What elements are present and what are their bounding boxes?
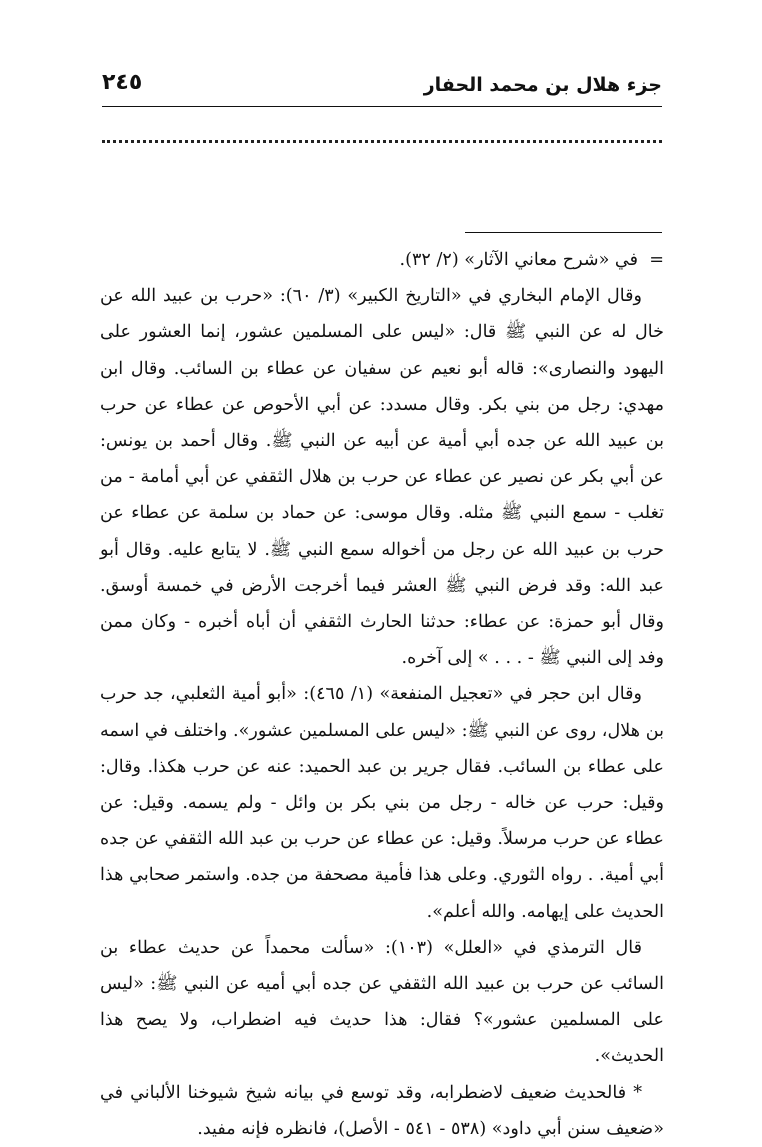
header-title: جزء هلال بن محمد الحفار xyxy=(423,74,662,96)
running-header xyxy=(102,68,662,104)
continuation-mark: = xyxy=(649,250,664,270)
footnote-text xyxy=(100,242,664,1147)
footnote-rule xyxy=(465,232,662,233)
page-number: ٢٤٥ xyxy=(102,70,143,95)
header-rule xyxy=(102,106,662,107)
dotted-separator xyxy=(102,140,662,143)
footnote-paragraph-text: في «شرح معاني الآثار» (٢/ ٣٢). xyxy=(399,250,638,270)
footnote-paragraph: قال الترمذي في «العلل» (١٠٣): «سألت محمداً عن حديث عطاء بن السائب عن حرب بن عبيد الله الثقفي عن جده أبي أميه عن النبي ﷺ: «ليس على المسلمين عشور»؟ فقال: هذا حديث فيه اضطراب، ولا يصح هذا الحديث». xyxy=(100,937,664,1067)
footnote-paragraph: وقال ابن حجر في «تعجيل المنفعة» (١/ ٤٦٥): «أبو أمية الثعلبي، جد حرب بن هلال، روى عن النبي ﷺ: «ليس على المسلمين عشور». واختلف في اسمه على عطاء بن السائب. فقال جرير بن عبد الحميد: عنه عن حرب هكذا. وقال: وقيل: حرب عن خاله - رجل من بني بكر بن وائل - ولم يسمه. وقيل: عن عطاء عن حرب مرسلاً. وقيل: عن عطاء عن حرب بن عبد الله الثقفي عن جده أبي أمية. . رواه الثوري. وعلى هذا فأمية مصحفة من جده. واستمر صحابي هذا الحديث على إيهامه. والله أعلم». xyxy=(100,684,664,922)
footnote-paragraph: وقال الإمام البخاري في «التاريخ الكبير» (٣/ ٦٠): «حرب بن عبيد الله عن خال له عن النبي ﷺ قال: «ليس على المسلمين عشور، إنما العشور على اليهود والنصارى»: قاله أبو نعيم عن سفيان عن عطاء بن السائب. وقال ابن مهدي: رجل من بني بكر. وقال مسدد: عن أبي الأحوص عن عطاء عن حرب بن عبيد الله عن جده أبي أمية عن أبيه عن النبي ﷺ. وقال أحمد بن يونس: عن أبي بكر عن نصير عن عطاء عن حرب بن هلال الثقفي عن أبي أمامة - من تغلب - سمع النبي ﷺ مثله. وقال موسى: عن حماد بن سلمة عن عطاء عن حرب بن عبيد الله عن رجل من أخواله سمع النبي ﷺ. لا يتابع عليه. وقال أبو عبد الله: وقد فرض النبي ﷺ العشر فيما أخرجت الأرض في خمسة أوسق. وقال أبو حمزة: عن عطاء: حدثنا الحارث الثقفي أن أباه أخبره - وكان ممن وفد إلى النبي ﷺ - . . . » إلى آخره. xyxy=(100,286,664,669)
footnote-paragraph: * فالحديث ضعيف لاضطرابه، وقد توسع في بيانه شيخ شيوخنا الألباني في «ضعيف سنن أبي داود» (٥٣٨ - ٥٤١ - الأصل)، فانظره فإنه مفيد. xyxy=(100,1082,664,1139)
footnote-paragraph xyxy=(100,242,664,278)
